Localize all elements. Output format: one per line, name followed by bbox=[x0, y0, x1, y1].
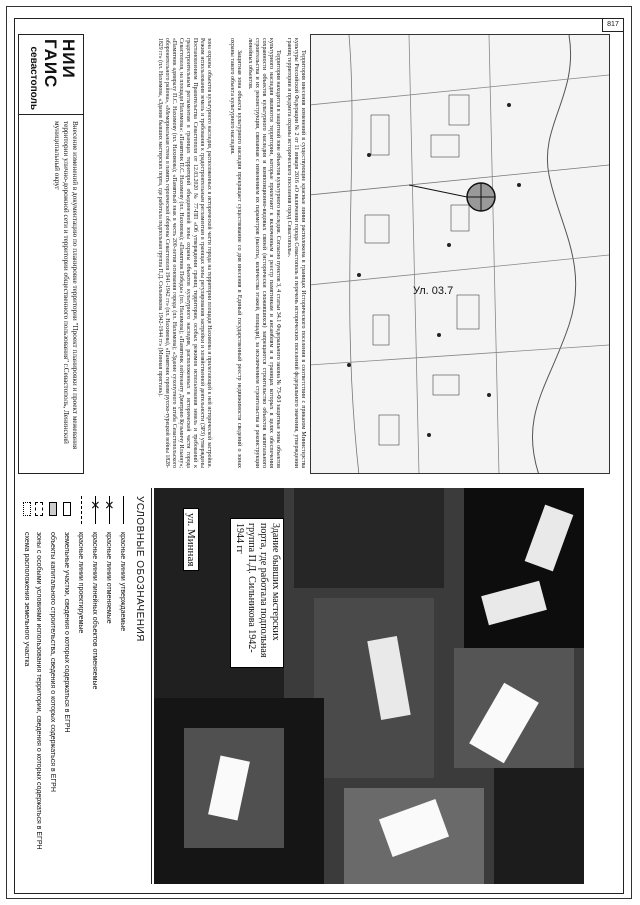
legend-item: схема расположения земельного участка bbox=[21, 496, 33, 666]
legend-item: ✕ красные линии линейных объектов отменяемые bbox=[89, 496, 101, 689]
red-line-cancelled-icon: ✕ bbox=[105, 496, 113, 524]
legend-item: красные линии проектируемые bbox=[75, 496, 87, 633]
legend-item: ✕ красные линии отменяемые bbox=[103, 496, 115, 624]
legend-item: зоны с особыми условиями использования территории, сведения о которых содержаться в ЕГРН bbox=[33, 496, 45, 850]
note-paragraph-2: Территория находится в защитной зоне объектов культурного наследия. Согласно пунктов 3, 4 статьи 34.1 Федерального закона № 73-ФЗ защитные зоны объектов культурного наследия являются территории, которые прилегают к включенным в реестр памятникам и ансамблям и в границах которых в целях обеспечения сохранности объектов культурного наследия и композиционно-видовых связей (исторически сложившихся) запрещаются строительство объектов капитального строительства и их реконструкция, связанная с изменением их параметров (высоты, количества этажей, площади), за исключением строительства и реконструкции линейных объектов. bbox=[246, 38, 282, 468]
logo-sub-text: севастополь bbox=[28, 46, 39, 110]
rotated-sheet bbox=[14, 18, 624, 894]
legend-item: земельные участки, сведения о которых содержаться в ЕГРН bbox=[61, 496, 73, 733]
capital-building-icon bbox=[49, 496, 57, 524]
map-panel bbox=[310, 34, 610, 474]
land-plot-icon bbox=[63, 496, 71, 524]
legend bbox=[20, 488, 152, 884]
photo-caption-street: ул. Минная bbox=[183, 508, 199, 571]
photo-caption-building: Здание бывших мастерских порта, где работала подпольная группа П.Д. Сильникова 1942-1944 гг bbox=[230, 518, 284, 668]
legend-item: объекты капитального строительства, сведения о которых содержаться в ЕГРН bbox=[47, 496, 59, 792]
note-paragraph-1: Территория внесения изменений в существующие красные линии расположена в границах Исторического поселения в соответствии с приказом Министерства культуры Российской Федерации № 2 от 11 января 2016 «О включении города Севастополь в перечень исторических поселений федерального значения, утверждении границ территории и предмета охраны исторического поселения город Севастополь». bbox=[285, 38, 306, 468]
project-description: Внесение изменений в документацию по планировке территории "Проект планировки и проект межевания территории улично-дорожной сети и территории общественного пользования" г.Севастополь, Ленинский муниципальный округ bbox=[53, 121, 79, 450]
aerial-photo bbox=[154, 488, 584, 884]
red-line-approved-icon bbox=[119, 496, 127, 524]
plot-scheme-icon bbox=[23, 496, 31, 524]
company-logo bbox=[19, 35, 83, 115]
legend-item: красные линии утверждаемые bbox=[117, 496, 129, 631]
red-line-proposed-icon bbox=[77, 496, 85, 524]
note-paragraph-3: Защитная зона объекта культурного наследия прекращает существование со дня внесения в Единый государственный реестр недвижимости сведений о зонах охраны такого объекта культурного наследия. bbox=[229, 38, 243, 468]
map-street-label: Ул. 03.7 bbox=[413, 285, 454, 297]
linear-object-cancelled-icon: ✕ bbox=[91, 496, 99, 524]
special-zone-icon bbox=[35, 496, 43, 524]
notes-text bbox=[225, 38, 306, 468]
legend-title: УСЛОВНЫЕ ОБОЗНАЧЕНИЯ bbox=[134, 496, 145, 642]
zone-note-text: зона охраны объектов культурного наследия, расположенных в исторической части города на территории площади Нахимова и прилегающей к ней исторической застройки. Режим использования земель и требования к градостроительным регламентам в границах зоны регулирования застройки и хозяйственной деятельности (ЗРЗ) утверждены Постановлением Правительства Севастополя от 12.03.2020 № 77-ПП «Об утверждении границ территории, особых режимов использования земель и требований к градостроительным регламентам в границах территорий объединенной зоны охраны объектов культурного наследия, расположенных в исторической части города Севастополя, на площади Нахимова»: «Памятник П.С. Нахимову (пл. Нахимова); «Памятник Победы» (пл. Нахимова); «Памятник лейтенанту Дмитрию Кузьмичу Ильину»; «Памятник адмиралу П.С. Нахимову (пл. Нахимова); «Памятный знак в честь 200-летия основания города (пл. Нахимова); «Здание сухопутного штаба Севастопольского оборонительного района», «Мемориальная стена в память героической обороны Севастополя 1941-1942 гг» (пл. Нахимова), «Памятник героям русско-турецкой войны 1828-1829 гг» (пл. Нахимова, «Здание бывших мастерских порта, где работала подпольная группа П.Д. Сильникова 1942-1944 гг» (Минная пристань). bbox=[157, 38, 212, 468]
title-block bbox=[18, 34, 84, 474]
sheet-number: 817 bbox=[602, 18, 624, 32]
map-drawing bbox=[310, 35, 609, 474]
logo-main-text: НИИ ГАИС bbox=[41, 39, 78, 89]
